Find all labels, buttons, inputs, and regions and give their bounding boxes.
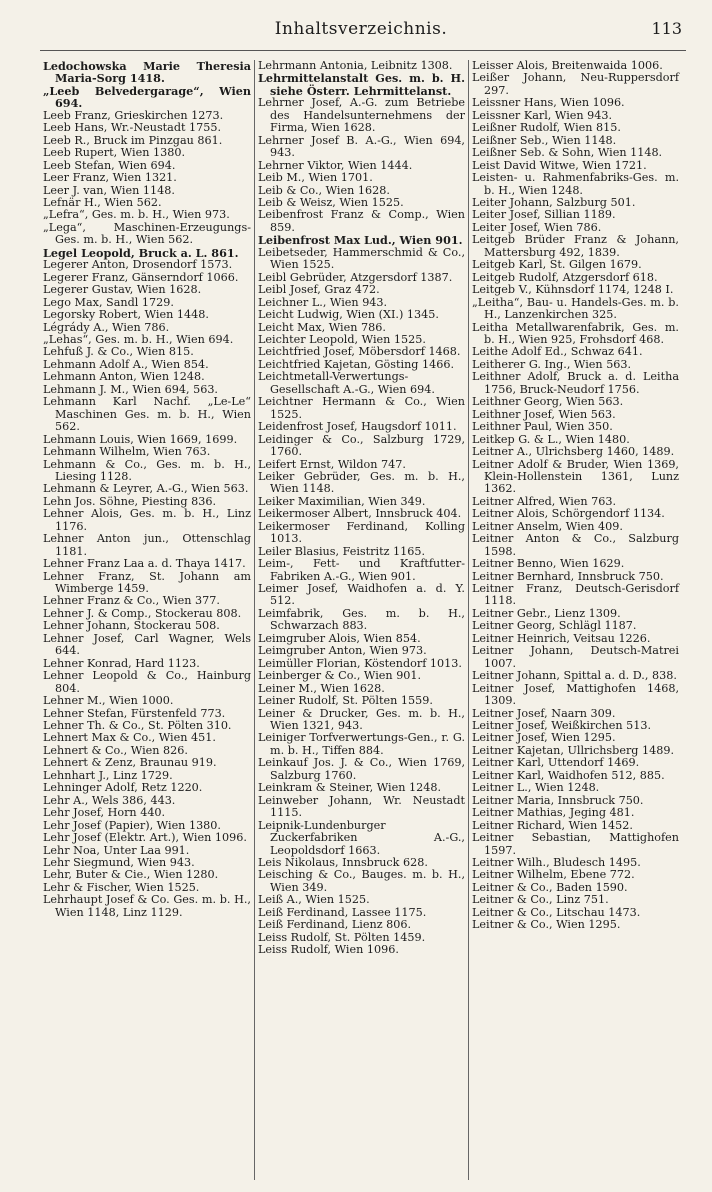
index-entry: Leiner Rudolf, St. Pölten 1559. [258,694,433,708]
index-entry: „Lefra“, Ges. m. b. H., Wien 973. [43,208,230,222]
index-entry: Lehrhaupt Josef & Co. Ges. m. b. H., Wien 1148, Linz 1129. [43,893,251,919]
index-entry: Leikermoser Albert, Innsbruck 404. [258,507,462,521]
index-entry: Leitner Georg, Schlägl 1187. [472,619,637,633]
index-entry: Leitner & Co., Linz 751. [472,893,609,907]
index-entry: Lehner Alois, Ges. m. b. H., Linz 1176. [43,507,251,533]
index-entry: Lehnert Max & Co., Wien 451. [43,731,216,745]
index-entry: Leithner Georg, Wien 563. [472,395,624,409]
index-entry: Leichtmetall-Verwertungs-Gesellschaft A.-G., Wien 694. [258,370,435,396]
index-entry: Leinkram & Steiner, Wien 1248. [258,781,442,795]
index-entry: Lehr Josef, Horn 440. [43,806,166,820]
index-entry: Leitner & Co., Litschau 1473. [472,905,641,919]
index-entry: Lehfuß J. & Co., Wien 815. [43,345,194,359]
index-entry: Lehmann Adolf A., Wien 854. [43,357,209,371]
index-entry: Lefnär H., Wien 562. [43,195,162,209]
index-column-2 [254,60,468,1180]
index-entry: Lehner Franz Laa a. d. Thaya 1417. [43,557,246,571]
index-entry: Lehr, Buter & Cie., Wien 1280. [43,868,219,882]
index-entry: Lehr Siegmund, Wien 943. [43,856,195,869]
index-entry: Leipnik-Lundenburger Zuckerfabriken A.-G., Leopoldsdorf 1663. [258,818,465,857]
index-entry: „Leeb Belvedergarage“, Wien 694. [43,83,251,111]
index-entry: Leissner Hans, Wien 1096. [472,96,625,110]
index-entry: Lehnhart J., Linz 1729. [43,768,173,782]
index-entry: Leisten- u. Rahmenfabriks-Ges. m. b. H., Wien 1248. [472,171,679,197]
index-entry: Leithner Paul, Wien 350. [472,420,613,434]
index-entry: Lehrmittelanstalt Ges. m. b. H. siehe Österr. Lehrmittelanst. [258,71,465,98]
index-entry: Leitner Adolf & Bruder, Wien 1369, Klein-Hollenstein 1361, Lunz 1362. [472,457,679,496]
index-entry: Leitner Maria, Innsbruck 750. [472,793,644,807]
index-entry: Leinweber Johann, Wr. Neustadt 1115. [258,793,465,820]
index-entry: Leimüller Florian, Köstendorf 1013. [258,656,462,670]
index-entry: Leitner Franz, Deutsch-Gerisdorf 1118. [472,582,679,608]
index-entry: Lego Max, Sandl 1729. [43,295,174,309]
index-entry: Leitner Wilhelm, Ebene 772. [472,868,635,882]
index-entry: Lehmann Louis, Wien 1669, 1699. [43,432,238,446]
index-entry: Leeb Franz, Grieskirchen 1273. [43,108,224,122]
index-entry: Leidinger & Co., Salzburg 1729, 1760. [258,432,465,459]
index-entry: Lehn Jos. Söhne, Piesting 836. [43,494,217,508]
index-entry: Leiner & Drucker, Ges. m. b. H., Wien 1321, 943. [258,706,465,733]
index-entry: Leiter Josef, Wien 786. [472,220,602,234]
index-entry: Legerer Gustav, Wien 1628. [43,283,202,297]
index-entry: Lehner M., Wien 1000. [43,694,174,708]
index-entry: Leitner A., Ulrichsberg 1460, 1489. [472,445,675,459]
index-entry: Lehrner Josef B. A.-G., Wien 694, 943. [258,133,465,160]
index-entry: Légrády A., Wien 786. [43,320,170,334]
index-entry: Leitner Alois, Schörgendorf 1134. [472,507,665,521]
index-entry: Leicht Ludwig, Wien (XI.) 1345. [258,308,439,322]
index-entry: Leiss Rudolf, St. Pölten 1459. [258,930,426,944]
page-number: 113 [651,19,682,38]
index-entry: Leeb Hans, Wr.-Neustadt 1755. [43,121,222,135]
index-entry: Leitkep G. & L., Wien 1480. [472,432,630,446]
index-entry: Lehmann J. M., Wien 694, 563. [43,382,218,396]
index-entry: Leithe Adolf Ed., Schwaz 641. [472,345,643,359]
index-entry: Leitner Gebr., Lienz 1309. [472,606,621,620]
index-entry: Leibenfrost Franz & Comp., Wien 859. [258,208,465,234]
index-entry: Leißer Johann, Neu-Ruppersdorf 297. [472,71,679,97]
index-entry: Leimfabrik, Ges. m. b. H., Schwarzach 883. [258,606,465,633]
index-entry: „Lega“, Maschinen-Erzeugungs-Ges. m. b. H., Wien 562. [43,220,251,247]
index-entry: Leitner Heinrich, Veitsau 1226. [472,631,651,645]
index-entry: Leist David Witwe, Wien 1721. [472,158,647,172]
index-entry: Lehner Leopold & Co., Hainburg 804. [43,669,251,695]
index-entry: Lehner Franz & Co., Wien 377. [43,594,220,608]
index-entry: Leichtner Hermann & Co., Wien 1525. [258,395,465,421]
index-entry: Leibl Gebrüder, Atzgersdorf 1387. [258,270,453,284]
index-entry: Lehmann & Co., Ges. m. b. H., Liesing 1128. [43,457,251,483]
index-entry: Lehr Josef (Papier), Wien 1380. [43,818,221,832]
index-entry: Leitgeb V., Kühnsdorf 1174, 1248 I. [472,283,674,297]
index-entry: Leiker Gebrüder, Ges. m. b. H., Wien 1148. [258,469,465,496]
index-entry: Leeb Rupert, Wien 1380. [43,146,186,160]
index-entry: Legerer Anton, Drosendorf 1573. [43,258,233,272]
index-entry: Leiniger Torfverwertungs-Gen., r. G. m. b. H., Tiffen 884. [258,731,465,757]
index-entry: Leitner Bernhard, Innsbruck 750. [472,569,664,583]
index-entry: Leiler Blasius, Feistritz 1165. [258,544,426,558]
index-entry: Leithner Josef, Wien 563. [472,407,616,421]
index-entry: Leimgruber Alois, Wien 854. [258,631,421,645]
index-entry: Leib & Weisz, Wien 1525. [258,195,404,209]
index-entry: Leim-, Fett- und Kraftfutter-Fabriken A.-G., Wien 901. [258,557,465,583]
index-entry: Leitner L., Wien 1248. [472,781,600,795]
index-entry: Leibl Josef, Graz 472. [258,283,380,297]
page-header [40,16,682,42]
index-entry: Lehr Noa, Unter Laa 991. [43,843,190,857]
index-entry: Leitner Josef, Wien 1295. [472,731,616,745]
index-column-1 [40,60,254,1180]
index-entry: Leitner Mathias, Jeging 481. [472,806,635,820]
index-entry: Leitner Josef, Naarn 309. [472,706,616,720]
index-entry: Leitner Anton & Co., Salzburg 1598. [472,532,679,558]
index-entry: Leitner Sebastian, Mattighofen 1597. [472,831,679,857]
index-entry: Lehrner Josef, A.-G. zum Betriebe des Handelsunternehmens der Firma, Wien 1628. [258,96,465,135]
index-entry: Lehner Stefan, Fürstenfeld 773. [43,706,226,720]
index-entry: „Leitha“, Bau- u. Handels-Ges. m. b. H., Lanzenkirchen 325. [472,295,679,322]
index-entry: Leitner Josef, Weißkirchen 513. [472,719,652,733]
index-entry: Lehmann & Leyrer, A.-G., Wien 563. [43,482,249,496]
index-entry: Legorsky Robert, Wien 1448. [43,308,209,322]
index-entry: Lehr Josef (Elektr. Art.), Wien 1096. [43,831,247,845]
index-entry: Leitner Wilh., Bludesch 1495. [472,856,641,869]
index-entry: Leitner & Co., Baden 1590. [472,880,628,894]
index-entry: Leißner Seb. & Sohn, Wien 1148. [472,146,663,160]
index-entry: Lehr & Fischer, Wien 1525. [43,880,200,894]
index-entry: Lehrmann Antonia, Leibnitz 1308. [258,60,453,72]
index-entry: Leitgeb Brüder Franz & Johann, Mattersburg 492, 1839. [472,233,679,259]
index-entry: Leithner Adolf, Bruck a. d. Leitha 1756, Bruck-Neudorf 1756. [472,370,679,396]
index-entry: Lehner Th. & Co., St. Pölten 310. [43,719,232,733]
index-entry: Leimer Josef, Waidhofen a. d. Y. 512. [258,582,465,608]
index-entry: Leiner M., Wien 1628. [258,681,385,695]
index-entry: Leifert Ernst, Wildon 747. [258,457,406,471]
index-entry: Leiß A., Wien 1525. [258,893,370,907]
index-entry: Leisching & Co., Bauges. m. b. H., Wien 349. [258,868,465,894]
index-entry: Lehner Anton jun., Ottenschlag 1181. [43,532,251,558]
index-entry: Leiß Ferdinand, Lienz 806. [258,918,412,932]
index-entry: Lehner Johann, Stockerau 508. [43,619,220,633]
header-rule [40,50,686,51]
index-entry: Ledochowska Marie Theresia Maria-Sorg 1418. [43,60,251,86]
index-entry: Leiker Maximilian, Wien 349. [258,494,426,508]
index-entry: Lehmann Wilhelm, Wien 763. [43,445,211,459]
index-entry: Leichner L., Wien 943. [258,295,388,309]
index-entry: Leib M., Wien 1701. [258,171,373,185]
index-entry: Leitgeb Rudolf, Atzgersdorf 618. [472,270,658,284]
index-entry: Leichtfried Josef, Möbersdorf 1468. [258,345,461,359]
index-entry: Leichter Leopold, Wien 1525. [258,332,426,346]
index-entry: Leinkauf Jos. J. & Co., Wien 1769, Salzburg 1760. [258,756,465,782]
index-entry: Leeb R., Bruck im Pinzgau 861. [43,133,223,147]
index-entry: Leitner Johann, Spittal a. d. D., 838. [472,669,677,683]
index-entry: Leeb Stefan, Wien 694. [43,158,176,172]
index-entry: Lehnert & Zenz, Braunau 919. [43,756,217,770]
index-entry: Lehrner Viktor, Wien 1444. [258,158,413,172]
index-entry: Leidenfrost Josef, Haugsdorf 1011. [258,420,457,434]
index-entry: Lehnert & Co., Wien 826. [43,743,188,757]
index-entry: Lehninger Adolf, Retz 1220. [43,781,203,795]
index-entry: Leitner Karl, Waidhofen 512, 885. [472,768,665,782]
index-entry: Leiter Josef, Sillian 1189. [472,208,616,222]
index-entry: Leiss Rudolf, Wien 1096. [258,943,399,957]
index-entry: Lehner Konrad, Hard 1123. [43,656,200,670]
index-entry: Leer Franz, Wien 1321. [43,171,177,185]
index-entry: Leib & Co., Wien 1628. [258,183,390,197]
index-entry: Lehner Franz, St. Johann am Wimberge 1459. [43,569,251,596]
index-entry: Leimgruber Anton, Wien 973. [258,644,427,658]
index-entry: Leitner Benno, Wien 1629. [472,557,625,571]
index-entry: Leitherer G. Ing., Wien 563. [472,357,632,371]
index-entry: Leitgeb Karl, St. Gilgen 1679. [472,258,642,272]
index-entry: Leissner Karl, Wien 943. [472,108,613,122]
index-entry: Leer J. van, Wien 1148. [43,183,175,197]
index-column-3 [468,60,682,1180]
index-entry: Leibetseder, Hammerschmid & Co., Wien 1525. [258,245,465,272]
index-entry: Leiß Ferdinand, Lassee 1175. [258,905,427,919]
index-entry: Leitner Alfred, Wien 763. [472,494,617,508]
index-entry: Leis Nikolaus, Innsbruck 628. [258,856,428,869]
index-entry: Lehner J. & Comp., Stockerau 808. [43,606,242,620]
index-columns [40,60,684,1180]
index-entry: Leitner Kajetan, Ullrichsberg 1489. [472,743,675,757]
index-entry: Leitner Johann, Deutsch-Matrei 1007. [472,644,679,670]
index-entry: Lehner Josef, Carl Wagner, Wels 644. [43,631,251,658]
index-entry: Leikermoser Ferdinand, Kolling 1013. [258,519,465,546]
index-entry: Leiter Johann, Salzburg 501. [472,195,636,209]
index-entry: Leinberger & Co., Wien 901. [258,669,422,683]
index-entry: Leißner Seb., Wien 1148. [472,133,617,147]
page-title: Inhaltsverzeichnis. [274,19,448,39]
index-entry: Leitner Anselm, Wien 409. [472,519,623,533]
index-entry: Legerer Franz, Gänserndorf 1066. [43,270,239,284]
index-entry: Lehr A., Wels 386, 443. [43,793,176,807]
index-entry: Leitner & Co., Wien 1295. [472,918,621,932]
index-entry: Leicht Max, Wien 786. [258,320,386,334]
index-entry: Leisser Alois, Breitenwaida 1006. [472,60,663,72]
index-entry: Lehmann Karl Nachf. „Le-Le“ Maschinen Ges. m. b. H., Wien 562. [43,395,251,434]
index-entry: „Lehas“, Ges. m. b. H., Wien 694. [43,332,234,346]
index-entry: Leitner Josef, Mattighofen 1468, 1309. [472,681,679,708]
index-entry: Lehmann Anton, Wien 1248. [43,370,205,384]
index-entry: Leibenfrost Max Lud., Wien 901. [258,233,463,248]
index-entry: Leitner Karl, Uttendorf 1469. [472,756,640,770]
index-entry: Leitha Metallwarenfabrik, Ges. m. b. H., Wien 925, Frohsdorf 468. [472,320,679,346]
index-entry: Leichtfried Kajetan, Gösting 1466. [258,357,455,371]
index-entry: Leißner Rudolf, Wien 815. [472,121,621,135]
index-entry: Leitner Richard, Wien 1452. [472,818,633,832]
index-entry: Legel Leopold, Bruck a. L. 861. [43,245,239,260]
